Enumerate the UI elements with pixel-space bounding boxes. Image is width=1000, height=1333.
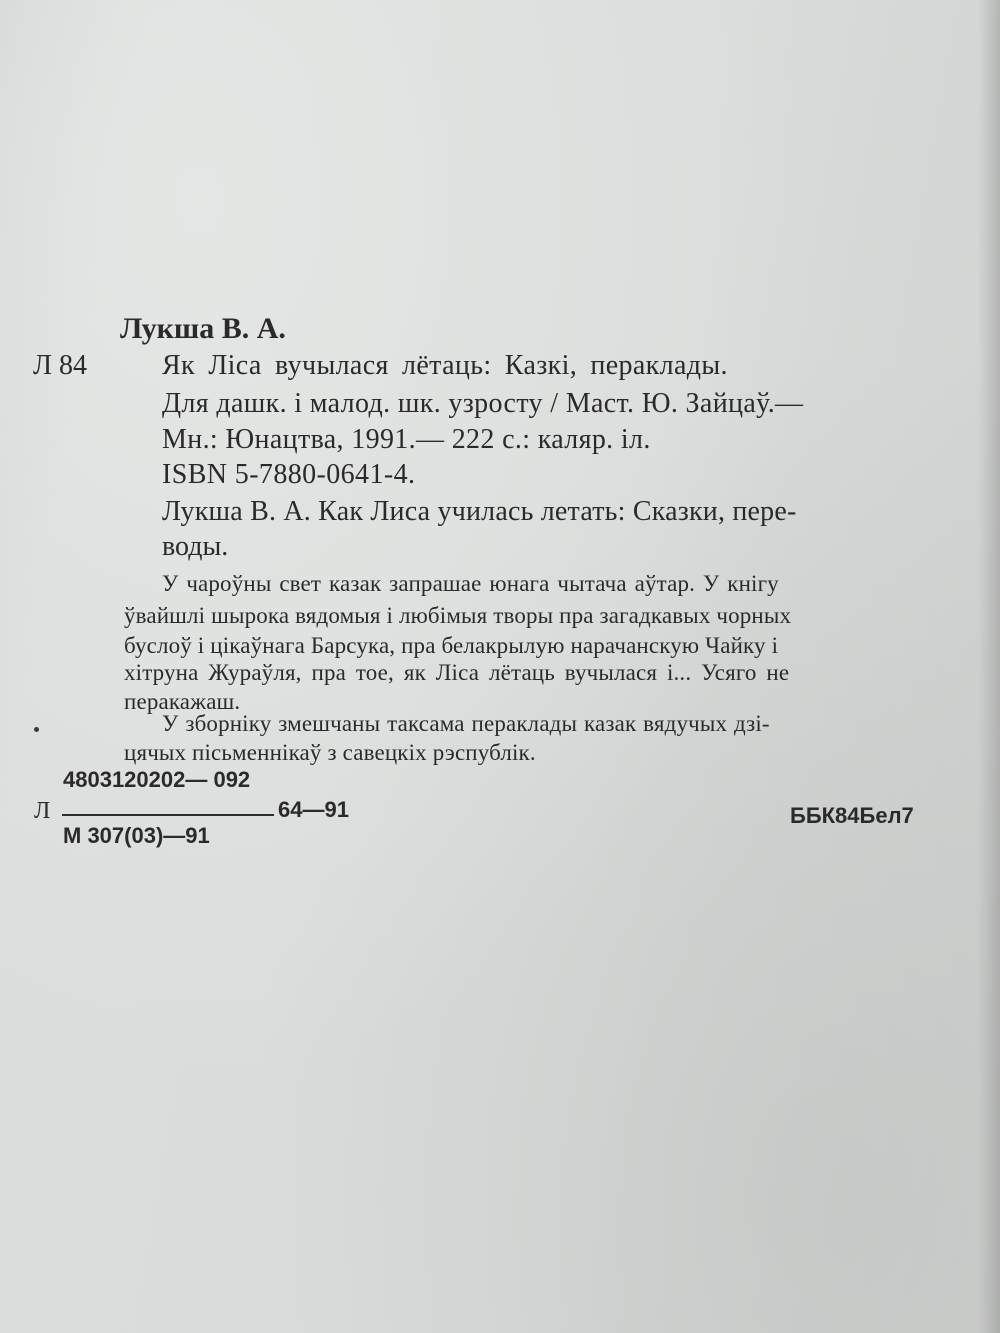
- annotation-line-5: перакажаш.: [124, 689, 241, 714]
- title-line-3: Мн.: Юнацтва, 1991.— 222 с.: каляр. іл.: [162, 424, 651, 455]
- isbn-line: ISBN 5-7880-0641-4.: [162, 459, 416, 490]
- title-line-1: Як Ліса вучылася лётаць: Казкі, пераклады.: [162, 350, 728, 381]
- title-line-2: Для дашк. і малод. шк. узросту / Маст. Ю. Зайцаў.—: [162, 388, 804, 419]
- annotation-line-3: буслоў і цікаўнага Барсука, пра белакрылую нарачанскую Чайку і: [124, 633, 779, 658]
- bbk-code: ББК84Бел7: [790, 803, 914, 828]
- page-edge-shadow: [978, 0, 1000, 1333]
- margin-dot: [34, 727, 39, 732]
- annotation-line-1: У чароўны свет казак запрашае юнага чытача аўтар. У кнігу: [162, 571, 779, 596]
- annotation-line-7: цячых пісьменнікаў з савецкіх рэспублік.: [124, 740, 536, 765]
- russian-title-line-1: Лукша В. А. Как Лиса училась летать: Сказки, пере-: [162, 496, 797, 527]
- classification-letter: Л: [34, 798, 51, 824]
- annotation-line-4: хітруна Жураўля, пра тое, як Ліса лётаць вучылася і... Усяго не: [124, 660, 790, 685]
- annotation-line-6: У зборніку змешчаны таксама пераклады казак вядучых дзі-: [162, 711, 770, 736]
- author-name: Лукша В. А.: [120, 312, 286, 345]
- classification-denominator: М 307(03)—91: [63, 823, 210, 848]
- library-code: Л 84: [33, 350, 87, 381]
- russian-title-line-2: воды.: [162, 531, 229, 562]
- fraction-rule: [62, 814, 274, 816]
- annotation-line-2: ўвайшлі шырока вядомыя і любімыя творы пра загадкавых чорных: [124, 603, 792, 628]
- classification-right-code: 64—91: [278, 797, 349, 822]
- classification-numerator: 4803120202— 092: [63, 767, 251, 792]
